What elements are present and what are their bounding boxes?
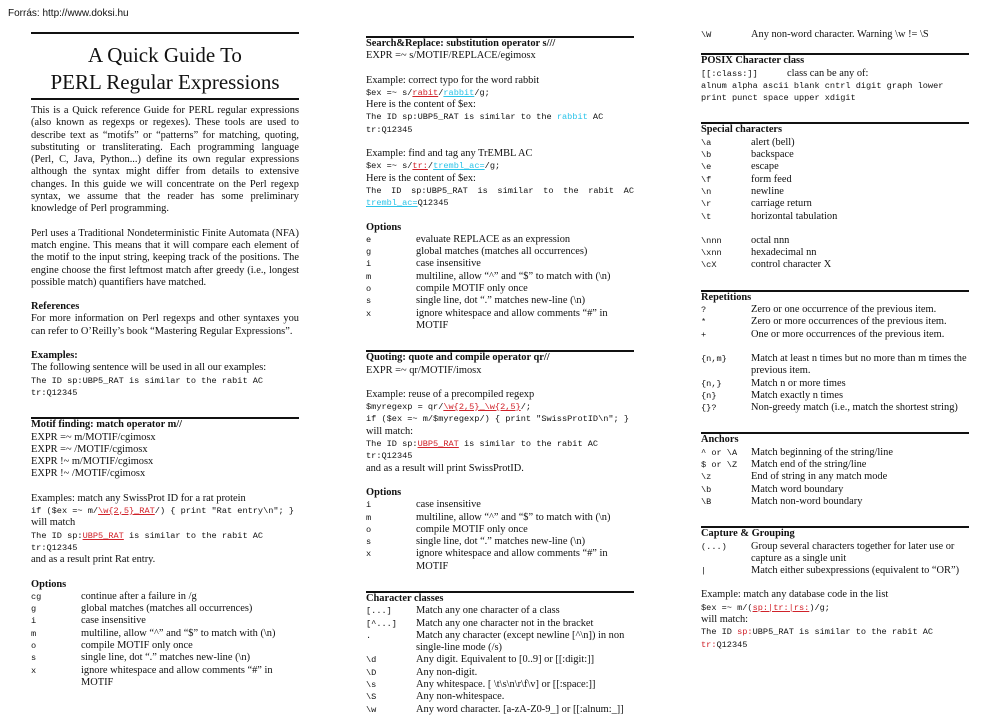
capture-row-key: |: [701, 566, 707, 577]
motif-syntax-list: [31, 432, 299, 481]
option-row-desc: compile MOTIF only once: [416, 523, 528, 535]
anchor-row-key: $ or \Z: [701, 460, 738, 471]
special-char-row-key: \nnn: [701, 235, 722, 246]
option-row: [366, 246, 634, 258]
special-char-row-key: \r: [701, 199, 712, 210]
special-char-row-key: \cX: [701, 260, 717, 271]
option-row: [366, 499, 634, 511]
option-row: [366, 548, 634, 573]
repetition-row: [701, 316, 969, 328]
capture-row-desc: Match either subexpressions (equivalent to “OR”): [751, 565, 960, 577]
option-row-key: i: [31, 616, 37, 627]
special-char-row-key: \b: [701, 150, 712, 161]
repetition-row: [701, 402, 969, 414]
option-row-desc: ignore whitespace and allow comments “#” in MOTIF: [416, 548, 608, 572]
anchors-list: [701, 447, 969, 508]
char-class-row-key: \w: [366, 704, 377, 715]
example-2-result: The ID sp:UBP5_RAT is similar to the rabit AC trembl_ac=Q12345: [366, 185, 634, 209]
repetition-row: [701, 353, 969, 378]
option-row-desc: single line, dot “.” matches new-line (\n): [416, 295, 586, 307]
quoting-after: and as a result will print SwissProtID.: [366, 462, 524, 474]
option-row-desc: single line, dot “.” matches new-line (\n): [81, 652, 251, 664]
special-char-row-desc: octal nnn: [751, 234, 790, 246]
char-class-row-key: \s: [366, 680, 377, 691]
option-row-desc: ignore whitespace and allow comments “#” in MOTIF: [81, 664, 273, 688]
char-class-row: [366, 679, 634, 691]
char-class-row: [366, 630, 634, 655]
special-char-row-key: \t: [701, 211, 712, 222]
char-class-row: [366, 654, 634, 666]
search-replace-syntax: EXPR =~ s/MOTIF/REPLACE/egimosx: [366, 50, 536, 62]
char-class-row-key: [...]: [366, 606, 392, 617]
repetition-row: [701, 329, 969, 341]
option-row-desc: compile MOTIF only once: [416, 283, 528, 295]
repetition-row-desc: Zero or one occurrence of the previous item.: [751, 304, 937, 316]
option-row-key: x: [366, 549, 372, 560]
repetition-row-desc: Match exactly n times: [751, 389, 844, 401]
examples-heading: Examples:: [31, 350, 78, 362]
example-1-code: $ex =~ s/rabit/rabbit/g;: [366, 87, 490, 98]
option-row: [31, 665, 299, 690]
example-2-label: Example: find and tag any TrEMBL AC: [366, 148, 533, 160]
special-char-row-desc: control character X: [751, 259, 832, 271]
special-char-row: [701, 198, 969, 210]
option-row-desc: case insensitive: [81, 615, 146, 627]
special-char-row: [701, 174, 969, 186]
option-row: [31, 591, 299, 603]
capture-row: [701, 541, 969, 566]
char-class-row: [366, 667, 634, 679]
option-row: [366, 524, 634, 536]
special-char-row-desc: horizontal tabulation: [751, 210, 838, 222]
motif-syntax-line: EXPR =~ /MOTIF/cgimosx: [31, 443, 148, 455]
option-row-key: m: [366, 271, 372, 282]
option-row-key: i: [366, 500, 372, 511]
capture-result: The ID sp:UBP5_RAT is similar to the rabit AC tr:Q12345: [701, 627, 934, 650]
column-2: [366, 36, 634, 716]
option-row-key: o: [366, 524, 372, 535]
option-row-desc: single line, dot “.” matches new-line (\n): [416, 536, 586, 548]
motif-syntax-line: EXPR !~ /MOTIF/cgimosx: [31, 468, 146, 480]
repetition-row: [701, 390, 969, 402]
repetitions-list-2: [701, 353, 969, 414]
char-classes-heading: Character classes: [366, 592, 444, 604]
special-char-row: [701, 211, 969, 223]
anchor-row-desc: End of string in any match mode: [751, 471, 888, 483]
q-options-heading: Options: [366, 486, 402, 498]
char-class-row-desc: Any word character. [a-zA-Z0-9_] or [[:alnum:_]]: [416, 703, 624, 715]
option-row: [366, 308, 634, 333]
repetitions-heading: Repetitions: [701, 291, 752, 303]
example-2-code: $ex =~ s/tr:/trembl_ac=/g;: [366, 161, 501, 172]
special-char-row: [701, 149, 969, 161]
repetition-row-key: {n,}: [701, 378, 722, 389]
special-char-row-desc: escape: [751, 161, 779, 173]
capture-row-desc: Group several characters together for later use or capture as a single unit: [751, 540, 955, 564]
column-1: [31, 32, 299, 689]
sr-options-heading: Options: [366, 221, 402, 233]
capture-row: [701, 565, 969, 577]
anchor-row-desc: Match end of the string/line: [751, 459, 867, 471]
option-row-key: s: [366, 296, 372, 307]
repetition-row-key: +: [701, 329, 707, 340]
content-label: Here is the content of $ex:: [366, 99, 476, 111]
repetition-row-key: {}?: [701, 403, 717, 414]
char-class-row-desc: Any whitespace. [ \t\s\n\r\f\v] or [[:space:]]: [416, 679, 596, 691]
option-row-key: m: [31, 628, 37, 639]
repetitions-list: [701, 304, 969, 341]
repetition-row-desc: Non-greedy match (i.e., match the shortest string): [751, 402, 958, 414]
quoting-heading: Quoting: quote and compile operator qr//: [366, 352, 550, 364]
option-row: [366, 536, 634, 548]
option-row-desc: ignore whitespace and allow comments “#” in MOTIF: [416, 307, 608, 331]
special-char-row: [701, 186, 969, 198]
option-row-key: m: [366, 512, 372, 523]
char-class-row-key: .: [366, 630, 372, 641]
char-class-row: [366, 691, 634, 703]
option-row-desc: continue after a failure in /g: [81, 590, 197, 602]
search-replace-heading: Search&Replace: substitution operator s///: [366, 38, 556, 49]
special-char-row-desc: form feed: [751, 173, 792, 185]
anchor-row: [701, 471, 969, 483]
special-char-row: [701, 247, 969, 259]
title-line-1: A Quick Guide To: [88, 43, 242, 67]
option-row-key: g: [31, 604, 37, 615]
special-char-row-desc: newline: [751, 185, 784, 197]
special-char-row-desc: hexadecimal nn: [751, 247, 817, 259]
title-line-2: PERL Regular Expressions: [50, 70, 280, 94]
option-row: [31, 628, 299, 640]
option-row: [366, 295, 634, 307]
will-match-label: will match:: [366, 425, 414, 437]
repetition-row: [701, 304, 969, 316]
anchor-row-desc: Match non-word boundary: [751, 495, 863, 507]
char-class-row-key: \d: [366, 655, 377, 666]
anchor-row: [701, 447, 969, 459]
special-char-row-desc: carriage return: [751, 198, 812, 210]
column-3: [701, 29, 969, 651]
option-row-desc: case insensitive: [416, 258, 481, 270]
motif-syntax-line: EXPR !~ m/MOTIF/cgimosx: [31, 456, 154, 468]
char-class-row: [366, 704, 634, 716]
anchor-row: [701, 459, 969, 471]
special-char-row: [701, 235, 969, 247]
option-row-key: x: [31, 665, 37, 676]
anchor-row-desc: Match beginning of the string/line: [751, 446, 893, 458]
repetition-row-key: ?: [701, 305, 707, 316]
posix-class-list: alnum alpha ascii blank cntrl digit graph lower print punct space upper xdigit: [701, 80, 944, 104]
repetition-row-key: {n,m}: [701, 353, 727, 364]
intro-text: This is a Quick reference Guide for PERL regular expressions (also known as regexps or regexes). These tools are used to describe text as “motifs” or “patterns” for matching, quoting, substituting or transliterating. Each programming language (Perl, C, Java, Python...) define its own regular expressions although the syntax might differ from details to extensive changes. In this guide we will concentrate on the Perl regexp syntax, we assume that the reader has some preliminary knowledge of Perl programming.: [31, 105, 299, 215]
capture-example-label: Example: match any database code in the list: [701, 589, 889, 601]
char-classes-list: [366, 605, 634, 716]
capture-heading: Capture & Grouping: [701, 528, 795, 540]
option-row-key: s: [366, 537, 372, 548]
option-row: [366, 271, 634, 283]
anchor-row-key: \z: [701, 472, 712, 483]
capture-code: $ex =~ m/(sp:|tr:|rs:)/g;: [701, 602, 830, 613]
option-row-key: s: [31, 653, 37, 664]
anchor-row-desc: Match word boundary: [751, 483, 844, 495]
special-char-row: [701, 259, 969, 271]
option-row: [31, 615, 299, 627]
example-1-result: The ID sp:UBP5_RAT is similar to the rabbit AC tr:Q12345: [366, 112, 604, 135]
option-row: [366, 258, 634, 270]
anchor-row-key: \b: [701, 484, 712, 495]
char-class-row: [366, 605, 634, 617]
special-char-row-desc: backspace: [751, 149, 794, 161]
option-row: [366, 512, 634, 524]
option-row-key: g: [366, 247, 372, 258]
special-char-row-key: \e: [701, 162, 712, 173]
repetition-row-key: *: [701, 317, 707, 328]
quoting-result: The ID sp:UBP5_RAT is similar to the rabit AC tr:Q12345: [366, 439, 599, 462]
example-1-label: Example: correct typo for the word rabbit: [366, 74, 540, 86]
anchor-row: [701, 484, 969, 496]
repetition-row: [701, 378, 969, 390]
quoting-code-2: if ($ex =~ m/$myregexp/) { print "SwissProtID\n"; }: [366, 414, 630, 425]
option-row-key: x: [366, 308, 372, 319]
special-chars-list-2: [701, 235, 969, 272]
char-class-row-desc: Match any one character not in the bracket: [416, 617, 594, 629]
source-link[interactable]: Forrás: http://www.doksi.hu: [8, 8, 129, 19]
capture-row-key: (...): [701, 541, 727, 552]
option-row-key: cg: [31, 591, 42, 602]
anchors-heading: Anchors: [701, 434, 739, 446]
repetition-row-desc: Match n or more times: [751, 377, 846, 389]
non-word-row: \W Any non-word character. Warning \w != \S: [701, 29, 929, 40]
option-row: [31, 640, 299, 652]
examples-text: The following sentence will be used in all our examples:: [31, 362, 267, 374]
special-char-row-key: \xnn: [701, 248, 722, 259]
motif-example-result: The ID sp:UBP5_RAT is similar to the rabit AC tr:Q12345: [31, 530, 264, 553]
char-class-row-key: [^...]: [366, 618, 397, 629]
option-row-desc: global matches (matches all occurrences): [81, 603, 253, 615]
motif-syntax-line: EXPR =~ m/MOTIF/cgimosx: [31, 431, 156, 443]
char-class-row: [366, 618, 634, 630]
option-row: [31, 603, 299, 615]
special-char-row-key: \f: [701, 174, 712, 185]
option-row-desc: multiline, allow “^” and “$” to match with (\n): [416, 511, 611, 523]
special-char-row-desc: alert (bell): [751, 136, 795, 148]
repetition-row-desc: Zero or more occurrences of the previous item.: [751, 316, 947, 328]
char-class-row-desc: Match any character (except newline [^\n]) in non single-line mode (/s): [416, 629, 625, 654]
char-class-row-desc: Any non-digit.: [416, 666, 478, 678]
special-char-row-key: \n: [701, 186, 712, 197]
option-row-desc: multiline, allow “^” and “$” to match with (\n): [416, 270, 611, 282]
will-match-label: will match:: [701, 613, 749, 625]
special-chars-list: [701, 137, 969, 223]
quoting-example-label: Example: reuse of a precompiled regexp: [366, 388, 535, 400]
quoting-code-1: $myregexp = qr/\w{2,5}_\w{2,5}/;: [366, 402, 532, 413]
option-row-key: o: [366, 284, 372, 295]
option-row-key: i: [366, 259, 372, 270]
quoting-syntax: EXPR =~ qr/MOTIF/imosx: [366, 364, 482, 376]
special-char-row-key: \a: [701, 137, 712, 148]
special-chars-heading: Special characters: [701, 124, 783, 136]
option-row-key: e: [366, 234, 372, 245]
posix-heading: POSIX Character class: [701, 55, 805, 67]
option-row-desc: case insensitive: [416, 499, 481, 511]
option-row-desc: global matches (matches all occurrences): [416, 246, 588, 258]
capture-list: [701, 541, 969, 578]
will-match-label: will match: [31, 517, 76, 529]
anchor-row: [701, 496, 969, 508]
option-row: [31, 652, 299, 664]
char-class-row-key: \S: [366, 692, 377, 703]
sr-options-list: [366, 234, 634, 332]
option-row: [366, 283, 634, 295]
repetition-row-key: {n}: [701, 390, 717, 401]
anchor-row-key: \B: [701, 496, 712, 507]
option-row-desc: compile MOTIF only once: [81, 639, 193, 651]
intro-text-2: Perl uses a Traditional Nondeterministic Finite Automata (NFA) match engine. This means that it will compare each element of the motif to the input string, keeping track of the positions. The engine choose the first leftmost match after greedy (i.e., longest possible match) quantifiers have matched.: [31, 227, 299, 288]
repetition-row-desc: Match at least n times but no more than m times the previous item.: [751, 352, 967, 377]
char-class-row-key: \D: [366, 667, 377, 678]
content-label: Here is the content of $ex:: [366, 172, 476, 184]
option-row-desc: multiline, allow “^” and “$” to match with (\n): [81, 627, 276, 639]
example-sentence: The ID sp:UBP5_RAT is similar to the rabit AC tr:Q12345: [31, 375, 264, 398]
motif-example-code: if ($ex =~ m/\w{2,5}_RAT/) { print "Rat entry\n"; }: [31, 506, 295, 517]
options-list: [31, 591, 299, 689]
special-char-row: [701, 161, 969, 173]
option-row: [366, 234, 634, 246]
option-row-desc: evaluate REPLACE as an expression: [416, 233, 571, 245]
char-class-row-desc: Match any one character of a class: [416, 605, 560, 617]
anchor-row-key: ^ or \A: [701, 447, 738, 458]
motif-example-after: and as a result print Rat entry.: [31, 554, 156, 566]
options-heading: Options: [31, 578, 67, 590]
char-class-row-desc: Any digit. Equivalent to [0..9] or [[:digit:]]: [416, 654, 595, 666]
q-options-list: [366, 499, 634, 573]
option-row-key: o: [31, 640, 37, 651]
references-heading: References: [31, 301, 80, 313]
motif-heading: Motif finding: match operator m//: [31, 419, 183, 431]
char-class-row-desc: Any non-whitespace.: [416, 691, 505, 703]
repetition-row-desc: One or more occurrences of the previous item.: [751, 328, 945, 340]
references-text: For more information on Perl regexps and other syntaxes you can refer to O’Reilly’s book “Mastering Regular Expressions”.: [31, 313, 299, 337]
special-char-row: [701, 137, 969, 149]
motif-example-label: Examples: match any SwissProt ID for a rat protein: [31, 492, 246, 504]
posix-row: [[:class:]] class can be any of:: [701, 67, 869, 79]
